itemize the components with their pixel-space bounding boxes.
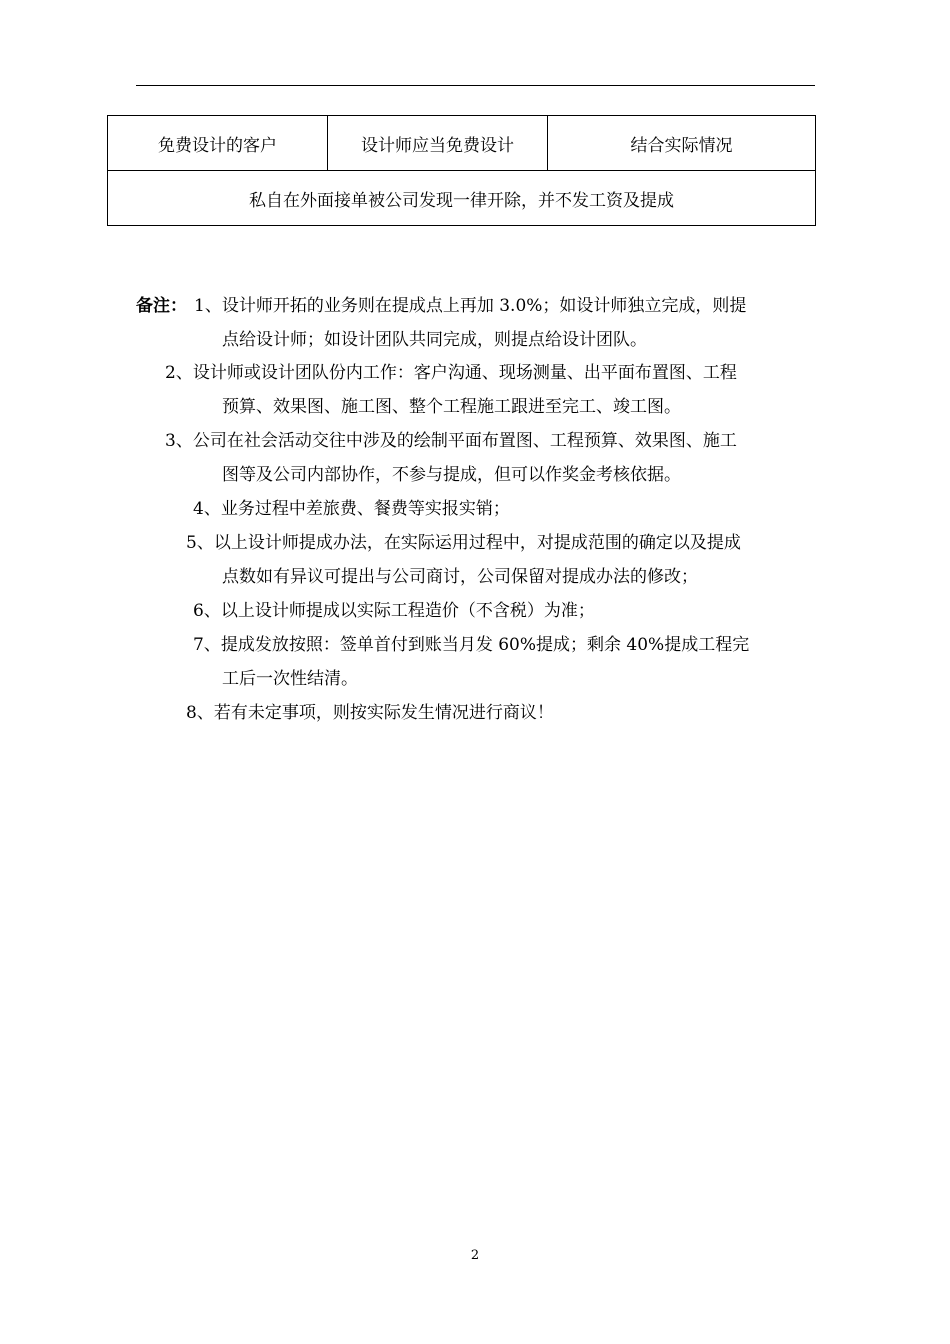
- notes-label: 备注：: [136, 296, 187, 316]
- note-3-line-1: 3、公司在社会活动交往中涉及的绘制平面布置图、工程预算、效果图、施工: [165, 431, 737, 451]
- note-3-line-2: 图等及公司内部协作，不参与提成，但可以作奖金考核依据。: [222, 465, 681, 485]
- note-7-line-2: 工后一次性结清。: [222, 669, 358, 689]
- note-1-line-1: 1、设计师开拓的业务则在提成点上再加 3.0%；如设计师独立完成，则提: [194, 296, 747, 316]
- page-number: 2: [470, 1248, 480, 1263]
- table-cell: 结合实际情况: [548, 116, 816, 171]
- note-8-line-1: 8、若有未定事项，则按实际发生情况进行商议！: [186, 703, 554, 723]
- table-row: [108, 171, 816, 226]
- note-4-line-1: 4、业务过程中差旅费、餐费等实报实销；: [193, 499, 510, 519]
- fee-table: [107, 115, 816, 226]
- note-2-line-2: 预算、效果图、施工图、整个工程施工跟进至完工、竣工图。: [222, 397, 681, 417]
- header-rule: [136, 85, 815, 86]
- note-6-line-1: 6、以上设计师提成以实际工程造价（不含税）为准；: [193, 601, 595, 621]
- table-cell: 设计师应当免费设计: [328, 116, 548, 171]
- note-2-line-1: 2、设计师或设计团队份内工作：客户沟通、现场测量、出平面布置图、工程: [165, 363, 737, 383]
- table-cell: 免费设计的客户: [108, 116, 328, 171]
- note-1-line-2: 点给设计师；如设计团队共同完成，则提点给设计团队。: [222, 330, 647, 350]
- table-cell-merged: 私自在外面接单被公司发现一律开除，并不发工资及提成: [108, 171, 816, 226]
- note-5-line-2: 点数如有异议可提出与公司商讨，公司保留对提成办法的修改；: [222, 567, 698, 587]
- note-7-line-1: 7、提成发放按照：签单首付到账当月发 60%提成；剩余 40%提成工程完: [193, 635, 750, 655]
- table-row: [108, 116, 816, 171]
- note-5-line-1: 5、以上设计师提成办法，在实际运用过程中，对提成范围的确定以及提成: [186, 533, 741, 553]
